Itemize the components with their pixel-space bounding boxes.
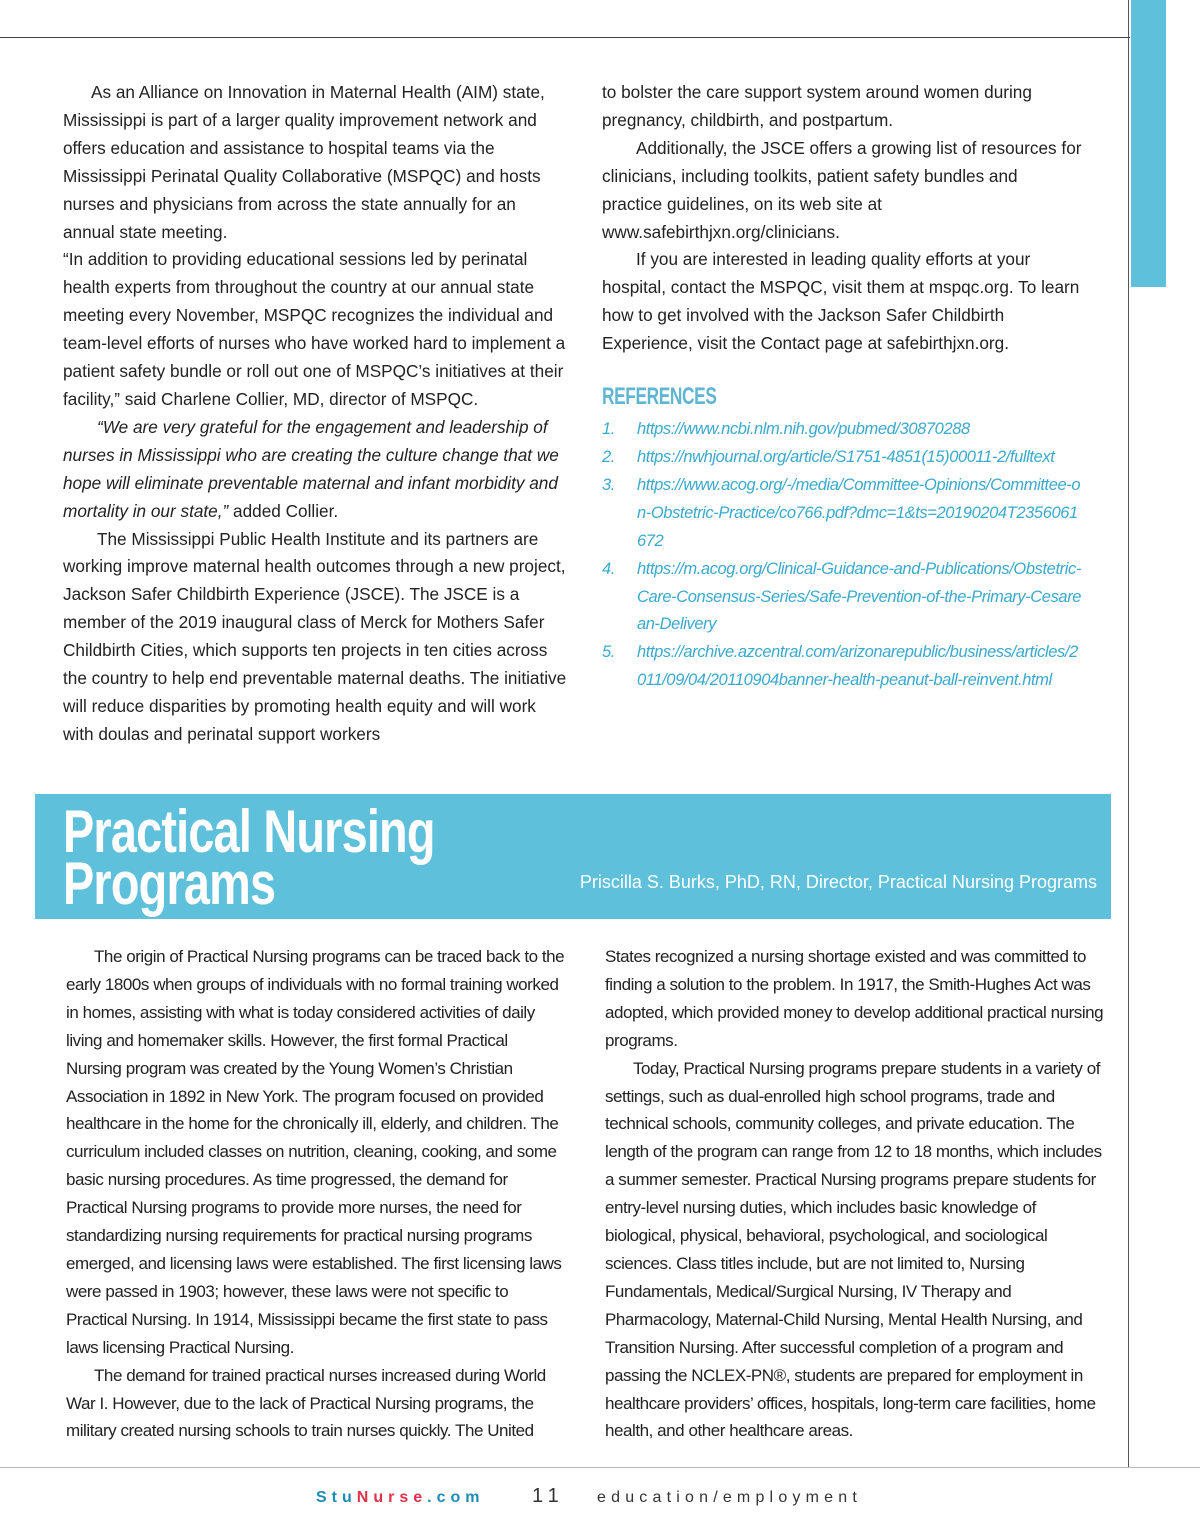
collier-quote: “We are very grateful for the engagement and leadership of nurses in Mississippi who are creating the culture change that we hope will eliminate preventable maternal and infant morbidity and mortality in our state,” xyxy=(63,416,559,521)
article-column-bottom-right xyxy=(605,943,1110,1445)
section-title-line: Practical Nursing xyxy=(63,798,435,865)
paragraph: Additionally, the JSCE offers a growing list of resources for clinicians, including toolkits, patient safety bundles and practice guidelines, on its web site at www.safebirthjxn.org/clinicians. xyxy=(602,137,1082,242)
reference-item xyxy=(602,556,1082,640)
page-number: 11 xyxy=(532,1485,565,1507)
section-label: education/employment xyxy=(597,1489,862,1506)
reference-item xyxy=(602,416,1082,444)
section-title-line: Programs xyxy=(63,850,276,917)
right-margin-rule xyxy=(1128,0,1129,1468)
side-color-tab xyxy=(1131,0,1166,287)
article-column-bottom-left xyxy=(66,943,566,1445)
references-list xyxy=(602,416,1082,695)
reference-link[interactable]: https://m.acog.org/Clinical-Guidance-and-Publications/Obstetric-Care-Consensus-Series/Safe-Prevention-of-the-Primary-Cesarean-Delivery xyxy=(637,559,1082,634)
paragraph: Today, Practical Nursing programs prepare students in a variety of settings, such as dual-enrolled high school programs, trade and technical schools, community colleges, and private education. The length of the program can range from 12 to 18 months, which includes a summer semester. Practical Nursing programs prepare students for entry-level nursing duties, which includes basic knowledge of biological, physical, behavioral, psychological, and sociological sciences. Class titles include, but are not limited to, Nursing Fundamentals, Medical/Surgical Nursing, IV Therapy and Pharmacology, Maternal-Child Nursing, Mental Health Nursing, and Transition Nursing. After successful completion of a program and passing the NCLEX-PN®, students are prepared for employment in healthcare providers’ offices, hospitals, long-term care facilities, home health, and other healthcare areas. xyxy=(605,1058,1102,1441)
quote-attribution: added Collier. xyxy=(228,500,339,521)
brand-stu: Stu xyxy=(316,1489,357,1506)
reference-number: 1. xyxy=(602,420,615,439)
reference-number: 5. xyxy=(602,643,615,662)
section-title xyxy=(63,798,435,917)
reference-number: 3. xyxy=(602,475,615,494)
brand-logo[interactable] xyxy=(316,1489,484,1507)
page-footer xyxy=(0,1487,1200,1511)
paragraph: The demand for trained practical nurses increased during World War I. However, due to the lack of Practical Nursing programs, the military created nursing schools to train nurses quickly. The United xyxy=(66,1365,546,1441)
section-banner xyxy=(35,794,1111,919)
footer-rule xyxy=(0,1467,1200,1468)
quote-paragraph xyxy=(63,414,568,526)
reference-number: 4. xyxy=(602,559,615,578)
paragraph: States recognized a nursing shortage existed and was committed to finding a solution to the problem. In 1917, the Smith-Hughes Act was adopted, which provided money to develop additional practical nursing programs. xyxy=(605,947,1104,1050)
author-byline: Priscilla S. Burks, PhD, RN, Director, Practical Nursing Programs xyxy=(579,872,1097,892)
paragraph: to bolster the care support system around women during pregnancy, childbirth, and postpartum. xyxy=(602,82,1032,130)
article-column-top-left xyxy=(63,79,568,749)
top-rule xyxy=(0,37,1130,38)
reference-item xyxy=(602,472,1082,556)
reference-link[interactable]: https://www.ncbi.nlm.nih.gov/pubmed/30870288 xyxy=(637,420,970,439)
paragraph: The Mississippi Public Health Institute and its partners are working improve maternal health outcomes through a new project, Jackson Safer Childbirth Experience (JSCE). The JSCE is a member of the 2019 inaugural class of Merck for Mothers Safer Childbirth Cities, which supports ten projects in ten cities across the country to help end preventable maternal deaths. The initiative will reduce disparities by promoting health equity and will work with doulas and perinatal support workers xyxy=(63,528,567,744)
reference-number: 2. xyxy=(602,447,615,466)
brand-nurse: Nurse xyxy=(356,1489,428,1506)
paragraph: As an Alliance on Innovation in Maternal Health (AIM) state, Mississippi is part of a larger quality improvement network and offers education and assistance to hospital teams via the Mississippi Perinatal Quality Collaborative (MSPQC) and hosts nurses and physicians from across the state annually for an annual state meeting. xyxy=(63,82,545,242)
paragraph: “In addition to providing educational sessions led by perinatal health experts from throughout the country at our annual state meeting every November, MSPQC recognizes the individual and team-level efforts of nurses who have worked hard to implement a patient safety bundle or roll out one of MSPQC’s initiatives at their facility,” said Charlene Collier, MD, director of MSPQC. xyxy=(63,249,566,409)
reference-link[interactable]: https://archive.azcentral.com/arizonarepublic/business/articles/2011/09/04/20110904banner-health-peanut-ball-reinvent.html xyxy=(637,643,1078,690)
reference-item xyxy=(602,444,1082,472)
paragraph: If you are interested in leading quality efforts at your hospital, contact the MSPQC, visit them at mspqc.org. To learn how to get involved with the Jackson Safer Childbirth Experience, visit the Contact page at safebirthjxn.org. xyxy=(602,249,1080,354)
paragraph: The origin of Practical Nursing programs can be traced back to the early 1800s when groups of individuals with no formal training worked in homes, assisting with what is today considered activities of daily living and homemaker skills. However, the first formal Practical Nursing program was created by the Young Women’s Christian Association in 1892 in New York. The program focused on provided healthcare in the home for the chronically ill, elderly, and children. The curriculum included classes on nutrition, cleaning, cooking, and some basic nursing procedures. As time progressed, the demand for Practical Nursing programs to provide more nurses, the need for standardizing nursing requirements for practical nursing programs emerged, and licensing laws were established. The first licensing laws were passed in 1903; however, these laws were not specific to Practical Nursing. In 1914, Mississippi became the first state to pass laws licensing Practical Nursing. xyxy=(66,947,565,1357)
reference-link[interactable]: https://www.acog.org/-/media/Committee-Opinions/Committee-on-Obstetric-Practice/co766.pdf?dmc=1&ts=20190204T2356061672 xyxy=(637,475,1081,550)
references-heading: REFERENCES xyxy=(602,383,717,411)
brand-com: .com xyxy=(427,1489,485,1506)
reference-item xyxy=(602,639,1082,695)
reference-link[interactable]: https://nwhjournal.org/article/S1751-4851(15)00011-2/fulltext xyxy=(637,447,1055,466)
article-column-top-right xyxy=(602,79,1082,695)
